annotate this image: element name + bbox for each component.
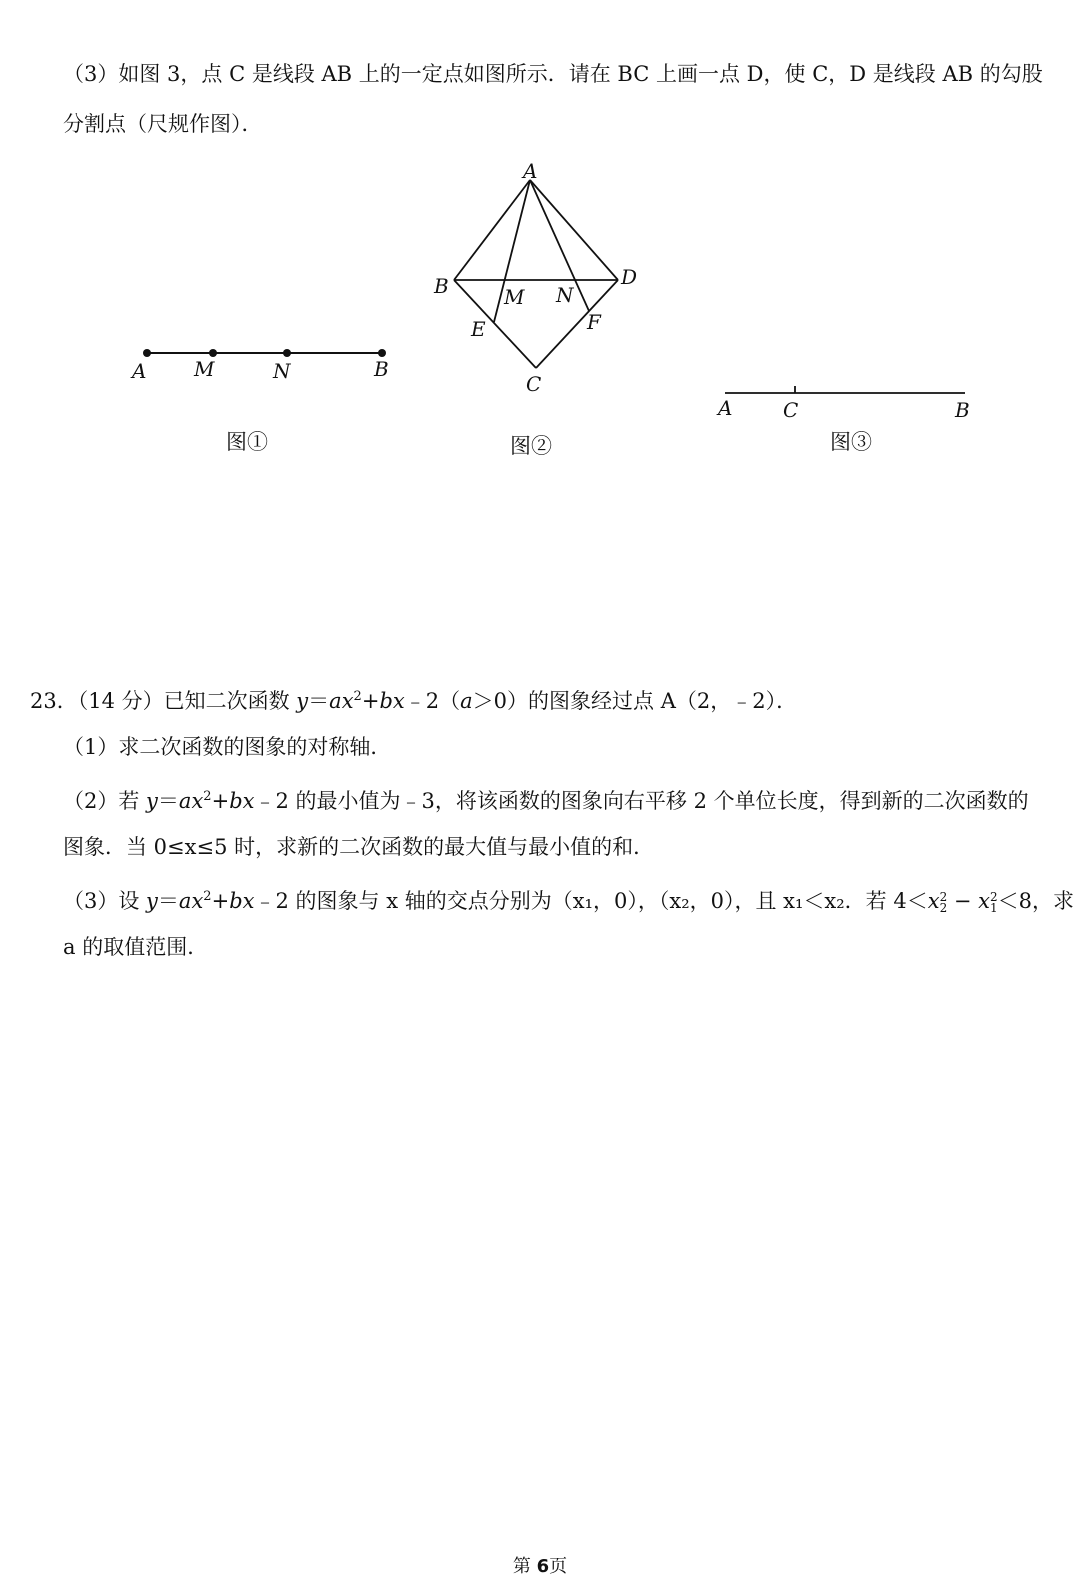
figure-1-caption: 图① — [226, 430, 268, 454]
q23-part2-line2: 图象．当 0≤x≤5 时，求新的二次函数的最大值与最小值的和． — [63, 835, 655, 859]
figure-2-caption: 图② — [510, 434, 552, 458]
label-n: N — [273, 359, 291, 383]
label-f: F — [587, 310, 601, 334]
point-m-dot — [209, 349, 217, 357]
label-b-3: B — [955, 398, 970, 422]
segment-dc — [536, 280, 618, 368]
label-b: B — [374, 357, 389, 381]
label-a-2: A — [523, 159, 538, 183]
page-number-suffix: 页 — [549, 1556, 568, 1577]
q23-part2-line1: （2）若 $y=ax^2+bx﹣2$ 的最小值为﹣3，将该函数的图象向右平移 2 个单位长度，得到新的二次函数的 — [63, 789, 1029, 813]
figure-3-diagram — [710, 378, 980, 428]
figure-3-caption: 图③ — [830, 430, 872, 454]
formula-x2-squared: x — [927, 889, 940, 913]
q23-heading: 23．（14 分）已知二次函数 $y=ax^2+bx﹣2(a>0)$的图象经过点 A（2，﹣2）． — [30, 689, 798, 713]
label-n-2: N — [556, 283, 574, 307]
segment-ab-2 — [454, 180, 530, 280]
label-b-2: B — [434, 274, 449, 298]
formula-x1-squared: x — [978, 889, 990, 913]
label-e: E — [471, 317, 486, 341]
figure-3 — [710, 378, 980, 432]
q23-heading-end: 的图象经过点 A（2，﹣2）． — [528, 689, 798, 713]
segment-ad — [530, 180, 618, 280]
page-number — [0, 1552, 1080, 1578]
point-b-dot — [378, 349, 386, 357]
point-a-dot — [143, 349, 151, 357]
q23-part2-end: 的最小值为﹣3，将该函数的图象向右平移 2 个单位长度，得到新的二次函数的 — [288, 789, 1029, 813]
q23-part3-line1: （3）设 $y=ax^2+bx﹣2$ 的图象与 x 轴的交点分别为（x₁，0），（x₂，0），且 x₁＜x₂．若 4＜x 2 2 − x 2 1 ＜8，求 — [63, 889, 1075, 915]
q23-part3-middle: 的图象与 x 轴的交点分别为（x₁，0），（x₂，0），且 x₁＜x₂．若 4＜ — [288, 889, 928, 913]
q23-part3-end: ＜8，求 — [997, 889, 1075, 913]
q23-heading-start: 23．（14 分）已知二次函数 — [30, 689, 297, 713]
page-number-value: 6 — [536, 1556, 550, 1577]
label-m: M — [194, 357, 215, 381]
q23-part1: （1）求二次函数的图象的对称轴． — [63, 735, 392, 759]
label-c-2: C — [526, 372, 542, 396]
label-a-3: A — [718, 396, 733, 420]
label-c-3: C — [783, 398, 799, 422]
q22-part3-line2: 分割点（尺规作图）． — [63, 112, 263, 136]
formula-y: y — [296, 689, 309, 713]
page-number-prefix: 第 — [512, 1556, 537, 1577]
q23-part3-line2: a 的取值范围． — [63, 935, 209, 959]
label-a: A — [132, 359, 147, 383]
q23-part3-start: （3）设 — [63, 889, 147, 913]
figure-1-diagram — [120, 330, 420, 390]
figure-1 — [120, 330, 420, 394]
figure-2-diagram — [420, 150, 660, 410]
q22-part3-line1: （3）如图 3，点 C 是线段 AB 上的一定点如图所示．请在 BC 上画一点 D，使 C，D 是线段 AB 的勾股 — [63, 62, 1043, 86]
label-m-2: M — [504, 285, 525, 309]
figure-2 — [420, 150, 660, 414]
point-n-dot — [283, 349, 291, 357]
q23-part2-start: （2）若 — [63, 789, 147, 813]
label-d: D — [621, 265, 638, 289]
